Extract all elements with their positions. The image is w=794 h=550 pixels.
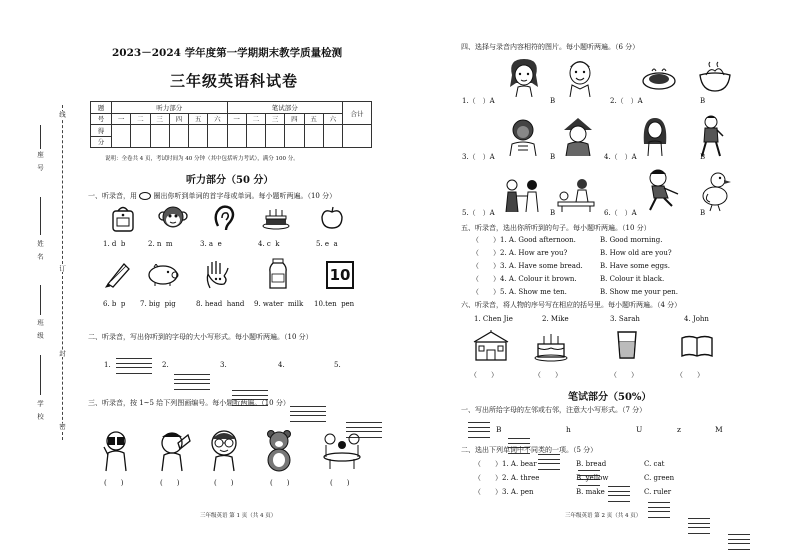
q4-item-2-b[interactable]: B [700,97,706,105]
q8-answer[interactable]: （ ） [474,474,502,482]
option-a[interactable]: a [208,240,214,248]
option-b[interactable]: a [333,240,338,248]
option-b[interactable]: b [120,240,126,248]
option-a[interactable]: big [148,300,161,308]
q8-option-a: 1. A. bear [502,460,537,468]
apple-icon [320,206,344,230]
score-table-head-ti: 题 [91,102,112,114]
q5-option-b: B. How old are you? [600,249,672,257]
q3-answer[interactable]: ( ) [330,479,350,487]
q1-row2-pictures [100,258,380,292]
monkey-icon [158,205,188,233]
option-b[interactable]: hand [226,300,245,308]
q4-item-3-b[interactable]: B [550,153,556,161]
footer-page-1: 三年级英语 第 1 页（共 4 页） [200,513,277,519]
girl-hat-icon [560,116,596,156]
score-cell[interactable] [266,125,285,148]
q1-item-2: 2. n m [148,240,173,248]
q7-answer-lines[interactable] [728,534,750,550]
option-a[interactable]: n [156,240,162,248]
name-label: 姓 名 [36,240,44,260]
name-field[interactable] [40,197,41,235]
school-building-icon [472,330,510,362]
option-b[interactable]: milk [287,300,304,308]
glass-icon [616,330,638,360]
girl-face-icon [508,57,540,97]
q6-pictures [470,328,730,364]
score-table-total: 合计 [343,102,372,125]
q5-item [472,263,583,270]
option-a[interactable]: ten [325,300,337,308]
q4-item-2 [610,98,643,105]
score-cell[interactable] [304,125,323,148]
q4-title: 四、选择与录音内容相符的图片。每小题听两遍。（6 分） [461,43,640,51]
q3-title: 三、听录音，按 1~5 给下列图画编号。每小题听两遍。（10 分） [88,399,290,407]
exam-header: 2023－2024 学年度第一学期期末教学质量检测 [112,47,343,59]
pig-icon [146,264,180,286]
q6-title: 六、听录音，将人物的序号写在相应的括号里。每小题听两遍。（4 分） [461,301,682,309]
seat-field[interactable] [40,125,41,149]
cut-mark-bottom: 密 [58,423,66,430]
q6-answer[interactable]: （ ） [534,371,562,379]
q6-answer[interactable]: （ ） [610,371,638,379]
q2-num: 2. [162,361,169,369]
score-table-head-de: 得 [91,125,112,137]
q8-item [474,489,534,496]
q8-answer[interactable]: （ ） [474,460,502,468]
family-dinner-icon [320,431,364,471]
score-table-listening: 听力部分 [112,102,228,114]
q1-title-a: 一、听录音，用 [88,192,137,200]
q5-option-a: 2. A. How are you? [500,249,568,257]
exam-title: 三年级英语科试卷 [170,72,299,90]
q5-option-a: 1. A. Good afternoon. [500,236,576,244]
class-label: 班 级 [36,319,44,339]
q5-option-b: B. Show me your pen. [600,288,678,296]
q7-letter-b: B [496,425,502,434]
q1-item-8: 8. head hand [196,300,245,308]
option-a[interactable]: b [111,300,117,308]
q2-answer-row [104,358,374,374]
q1-item-7: 7. big pig [140,300,176,308]
q4-item-4 [604,154,637,161]
score-total-cell[interactable] [343,125,372,148]
q5-answer[interactable]: （ ） [472,288,500,296]
option-b[interactable]: e [217,240,222,248]
score-col: 四 [285,113,304,125]
score-cell[interactable] [189,125,208,148]
score-cell[interactable] [131,125,150,148]
q5-answer[interactable]: （ ） [472,275,500,283]
cut-mark-mid: 订 [58,265,66,272]
q5-title: 五、听录音，选出你所听到的句子。每小题听两遍。（10 分） [461,224,651,232]
score-table-writing: 笔试部分 [227,102,343,114]
q1-title [88,192,336,200]
boy-face-icon [564,57,596,97]
ten-icon: 10 [326,261,354,289]
q3-answer[interactable]: ( ) [270,479,290,487]
q4-item-1-a[interactable]: 1.（ ）A [462,97,495,105]
score-col: 一 [227,113,246,125]
q4-item-2-a[interactable]: 2.（ ）A [610,97,643,105]
q7-answer-lines[interactable] [688,518,710,534]
score-cell[interactable] [150,125,169,148]
q4-item-4-b[interactable]: B [700,153,706,161]
score-table-head-fen: 分 [91,136,112,148]
q8-list [474,461,774,503]
q3-parens [104,478,394,488]
listening-section-title: 听力部分（50 分） [186,175,274,186]
score-col: 五 [189,113,208,125]
noodles-bowl-icon [698,61,732,93]
q4-item-5 [462,210,495,217]
q4-item-3-a[interactable]: 3.（ ）A [462,153,495,161]
score-table [90,101,372,148]
q8-option-b: B. bread [576,460,607,468]
q1-title-b: 圈出你听到单词的首字母或单词。每小题听两遍。（10 分） [153,192,337,200]
score-col: 一 [112,113,131,125]
q3-answer[interactable]: ( ) [160,479,180,487]
q1-item-1: 1. d b [103,240,126,248]
long-hair-girl-icon [640,114,670,156]
q7-answer-lines[interactable] [648,502,670,518]
q7-letter-h: h [566,425,571,434]
option-b[interactable]: m [165,240,173,248]
q5-item [472,250,567,257]
q5-list [472,237,772,303]
exam-note: 说明：全卷共 4 页，考试时间为 40 分钟（其中包括听力考试），满分 100 分。 [105,156,299,162]
score-cell[interactable] [169,125,188,148]
q4-item-6-a[interactable]: 6.（ ）A [604,209,637,217]
score-table-head-hao: 号 [91,113,112,125]
q2-num: 3. [220,361,227,369]
q5-option-b: B. Have some eggs. [600,262,670,270]
bag-icon [110,204,136,232]
cut-mark-top: 线 [58,111,66,118]
hand-icon [204,260,230,290]
writing-section-title: 笔试部分（50%） [568,392,652,403]
q2-num: 4. [278,361,285,369]
footer-page-2: 三年级英语 第 2 页（共 4 页） [565,513,642,519]
score-col: 三 [150,113,169,125]
q2-num: 5. [334,361,341,369]
school-label: 学 校 [36,400,44,420]
q8-option-c: C. green [644,474,675,482]
score-col: 六 [323,113,342,125]
dish-icon [642,65,676,91]
q4-item-5-a[interactable]: 5.（ ）A [462,209,495,217]
option-a[interactable]: water [262,300,284,308]
q8-option-c: C. ruler [644,488,672,496]
circle-icon [139,192,151,200]
q8-answer[interactable]: （ ） [474,488,502,496]
q2-title: 二、听录音，写出你听到的字母的大小写形式。每小题听两遍。（10 分） [88,333,313,341]
binding-line [62,105,63,440]
q5-option-b: B. Colour it black. [600,275,665,283]
q5-answer[interactable]: （ ） [472,249,500,257]
q6-name-mike: 2. Mike [542,315,569,323]
q4-row3-pictures [500,164,740,214]
q1-row1-pictures [100,204,380,234]
q6-name-john: 4. John [684,315,709,323]
q1-item-10: 10.ten pen [314,300,355,308]
q6-name-sarah: 3. Sarah [610,315,640,323]
q2-answer-lines[interactable] [116,358,152,374]
duck-icon [700,170,732,212]
option-b[interactable]: pig [164,300,176,308]
q7-letter-u: U [636,425,643,434]
q4-item-1 [462,98,495,105]
q3-answer[interactable]: ( ) [104,479,124,487]
book-icon [680,334,714,358]
q8-title: 二、选出下列单词中不同类的一项。（5 分） [461,446,598,454]
ear-icon [212,204,236,232]
q8-item [474,461,537,468]
q8-option-b: B. yellow [576,474,609,482]
q4-item-3 [462,154,495,161]
q5-item [472,237,576,244]
q7-letter-z: z [677,425,681,434]
q6-answer[interactable]: （ ） [676,371,704,379]
q5-answer[interactable]: （ ） [472,236,500,244]
q6-parens [470,370,730,380]
q4-item-4-a[interactable]: 4.（ ）A [604,153,637,161]
cake-icon [262,206,290,230]
q5-option-a: 3. A. Have some bread. [500,262,583,270]
option-b[interactable]: pen [341,300,355,308]
q5-item [472,289,567,296]
dark-boy-icon [506,116,540,156]
q7-letter-m: M [715,425,723,434]
eye-cover-icon [156,429,192,473]
q8-option-c: C. cat [644,460,665,468]
binoculars-boy-icon [100,429,134,473]
option-a[interactable]: e [324,240,330,248]
score-cell[interactable] [285,125,304,148]
score-col: 六 [208,113,227,125]
q4-item-6 [604,210,637,217]
score-col: 二 [131,113,150,125]
q4-row1-pictures [500,57,740,99]
birthday-cake-icon [534,328,568,362]
q5-option-a: 4. A. Colour it brown. [500,275,577,283]
score-cell[interactable] [246,125,265,148]
q7-answer-lines[interactable] [468,422,490,438]
q7-row [468,422,768,438]
q1-item-6: 6. b p [103,300,126,308]
q3-answer[interactable]: ( ) [214,479,234,487]
q5-option-a: 5. A. Show me ten. [500,288,567,296]
score-cell[interactable] [112,125,131,148]
score-cell[interactable] [208,125,227,148]
option-b[interactable]: p [120,300,126,308]
teacher-class-icon [556,178,596,212]
q4-item-1-b[interactable]: B [550,97,556,105]
boy-skating-icon [642,168,682,212]
score-cell[interactable] [323,125,342,148]
bear-icon [264,429,294,473]
q4-row2-pictures [500,114,740,158]
q4-item-5-b[interactable]: B [550,209,556,217]
glasses-face-icon [206,427,242,473]
q1-item-3: 3. a e [200,240,222,248]
pencil-icon [104,260,132,288]
score-col: 二 [246,113,265,125]
class-field[interactable] [40,285,41,315]
q8-option-a: 2. A. three [502,474,540,482]
q1-item-4: 4. c k [258,240,280,248]
q8-item [474,475,539,482]
q1-item-9: 9. water milk [254,300,304,308]
score-cell[interactable] [227,125,246,148]
q2-num: 1. [104,361,111,369]
q3-pictures [98,425,388,485]
q5-option-b: B. Good morning. [600,236,663,244]
school-field[interactable] [40,355,41,395]
q7-title: 一、写出所给字母的左邻或右邻，注意大小写形式。（7 分） [461,406,647,414]
q2-answer-lines[interactable] [174,374,210,390]
score-col: 四 [169,113,188,125]
milk-icon [268,258,288,290]
option-a[interactable]: d [111,240,117,248]
q2-answer-lines[interactable] [290,406,326,422]
q8-option-a: 3. A. pen [502,488,534,496]
q1-item-5: 5. e a [316,240,338,248]
q4-item-6-b[interactable]: B [700,209,706,217]
score-col: 三 [266,113,285,125]
option-a[interactable]: c [266,240,271,248]
q6-name-chen-jie: 1. Chen Jie [474,315,513,323]
option-b[interactable]: k [275,240,280,248]
q6-answer[interactable]: （ ） [470,371,498,379]
children-greeting-icon [502,178,542,212]
score-col: 五 [304,113,323,125]
option-a[interactable]: head [204,300,223,308]
q5-answer[interactable]: （ ） [472,262,500,270]
q8-option-b: B. make [576,488,605,496]
running-boy-icon [696,114,726,158]
q5-item [472,276,577,283]
cut-mark-low: 封 [58,350,66,357]
seat-label: 座 号 [36,151,44,171]
binding-margin [14,105,84,445]
